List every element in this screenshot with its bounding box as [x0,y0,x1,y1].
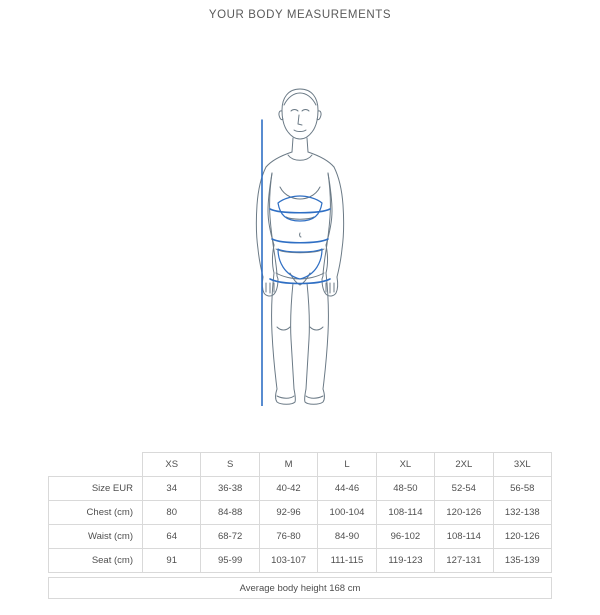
cell: 91 [143,549,201,573]
cell: 52-54 [435,477,493,501]
cell: 100-104 [318,501,376,525]
table-corner-cell [49,453,143,477]
female-figure-drawing [0,21,600,406]
waist-measure-line [272,239,328,243]
cell: 36-38 [201,477,259,501]
row-label-chest: Chest (cm) [49,501,143,525]
cell: 64 [143,525,201,549]
column-header-2xl: 2XL [435,453,493,477]
body-figure-illustration [0,21,600,406]
cell: 34 [143,477,201,501]
table-row [49,501,552,525]
row-label-waist: Waist (cm) [49,525,143,549]
column-header-l: L [318,453,376,477]
cell: 132-138 [493,501,551,525]
cell: 48-50 [376,477,434,501]
cell: 95-99 [201,549,259,573]
cell: 96-102 [376,525,434,549]
bra-outline [278,196,322,221]
cell: 120-126 [493,525,551,549]
cell: 40-42 [259,477,317,501]
measurements-table-wrap [48,452,552,573]
average-height-note: Average body height 168 cm [48,577,552,599]
table-row [49,549,552,573]
cell: 127-131 [435,549,493,573]
column-header-xs: XS [143,453,201,477]
measurements-table [48,452,552,573]
cell: 92-96 [259,501,317,525]
cell: 120-126 [435,501,493,525]
cell: 135-139 [493,549,551,573]
column-header-s: S [201,453,259,477]
cell: 111-115 [318,549,376,573]
cell: 76-80 [259,525,317,549]
page-title: YOUR BODY MEASUREMENTS [208,9,392,21]
cell: 84-90 [318,525,376,549]
cell: 68-72 [201,525,259,549]
seat-measure-line [270,279,330,284]
table-row [49,525,552,549]
briefs-outline [278,249,322,279]
cell: 103-107 [259,549,317,573]
cell: 108-114 [435,525,493,549]
cell: 119-123 [376,549,434,573]
cell: 84-88 [201,501,259,525]
table-header-row [49,453,552,477]
column-header-3xl: 3XL [493,453,551,477]
chest-measure-line [270,209,330,213]
row-label-size-eur: Size EUR [49,477,143,501]
cell: 80 [143,501,201,525]
column-header-xl: XL [376,453,434,477]
row-label-seat: Seat (cm) [49,549,143,573]
cell: 56-58 [493,477,551,501]
cell: 44-46 [318,477,376,501]
cell: 108-114 [376,501,434,525]
table-row [49,477,552,501]
column-header-m: M [259,453,317,477]
